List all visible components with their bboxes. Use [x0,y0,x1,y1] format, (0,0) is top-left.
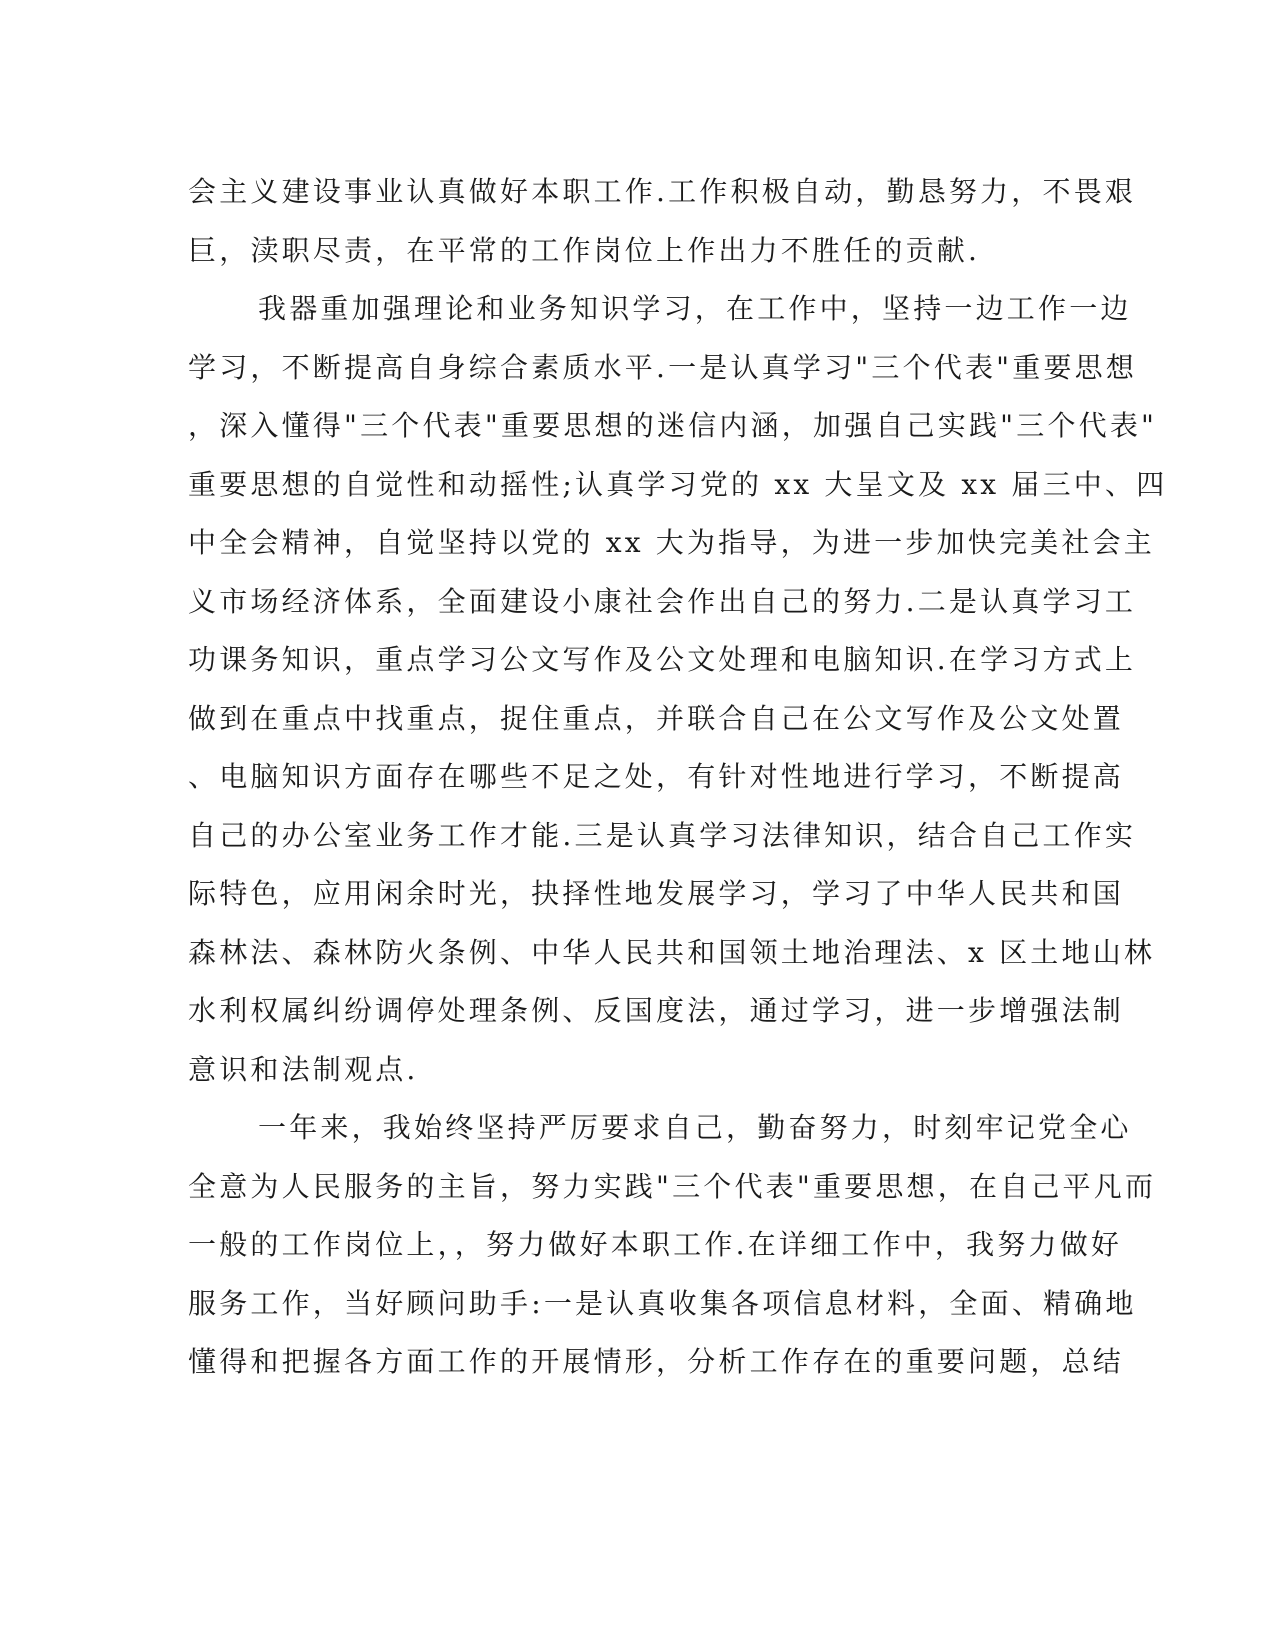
text-line: 意识和法制观点. [188,1052,419,1086]
text-line: 会主义建设事业认真做好本职工作.工作积极自动，勤恳努力，不畏艰 [188,175,1137,208]
text-line: 懂得和把握各方面工作的开展情形，分析工作存在的重要问题，总结 [188,1345,1125,1378]
text-line: 中全会精神，自觉坚持以党的 xx 大为指导，为进一步加快完美社会主 [188,526,1155,559]
text-line: 巨，渎职尽责，在平常的工作岗位上作出力不胜任的贡献. [188,233,981,267]
text-line: 重要思想的自觉性和动摇性;认真学习党的 xx 大呈文及 xx 届三中、四 [188,467,1168,501]
text-line: 森林法、森林防火条例、中华人民共和国领土地治理法、x 区土地山林 [188,935,1156,969]
text-line: 际特色，应用闲余时光，抉择性地发展学习，学习了中华人民共和国 [188,877,1125,910]
text-line: 一般的工作岗位上，，努力做好本职工作.在详细工作中，我努力做好 [188,1228,1123,1261]
text-line: ，深入懂得"三个代表"重要思想的迷信内涵，加强自己实践"三个代表" [188,409,1158,442]
text-line: 义市场经济体系，全面建设小康社会作出自己的努力.二是认真学习工 [188,584,1137,618]
text-line: 服务工作，当好顾问助手:一是认真收集各项信息材料，全面、精确地 [188,1286,1137,1320]
text-line: 自己的办公室业务工作才能.三是认真学习法律知识，结合自己工作实 [188,818,1137,852]
text-line: 功课务知识，重点学习公文写作及公文处理和电脑知识.在学习方式上 [188,643,1137,676]
text-line: 做到在重点中找重点，捉住重点，并联合自己在公文写作及公文处置 [188,701,1125,735]
text-line: 、电脑知识方面存在哪些不足之处，有针对性地进行学习，不断提高 [188,760,1125,793]
text-line: 全意为人民服务的主旨，努力实践"三个代表"重要思想，在自己平凡而 [188,1169,1157,1203]
text-line: 水利权属纠纷调停处理条例、反国度法，通过学习，进一步增强法制 [188,994,1125,1027]
body-text [188,163,1168,1392]
text-line: 学习，不断提高自身综合素质水平.一是认真学习"三个代表"重要思想 [188,350,1138,384]
paragraph-first-line: 我器重加强理论和业务知识学习，在工作中，坚持一边工作一边 [258,292,1132,325]
paragraph-first-line: 一年来，我始终坚持严厉要求自己，勤奋努力，时刻牢记党全心 [258,1111,1132,1144]
